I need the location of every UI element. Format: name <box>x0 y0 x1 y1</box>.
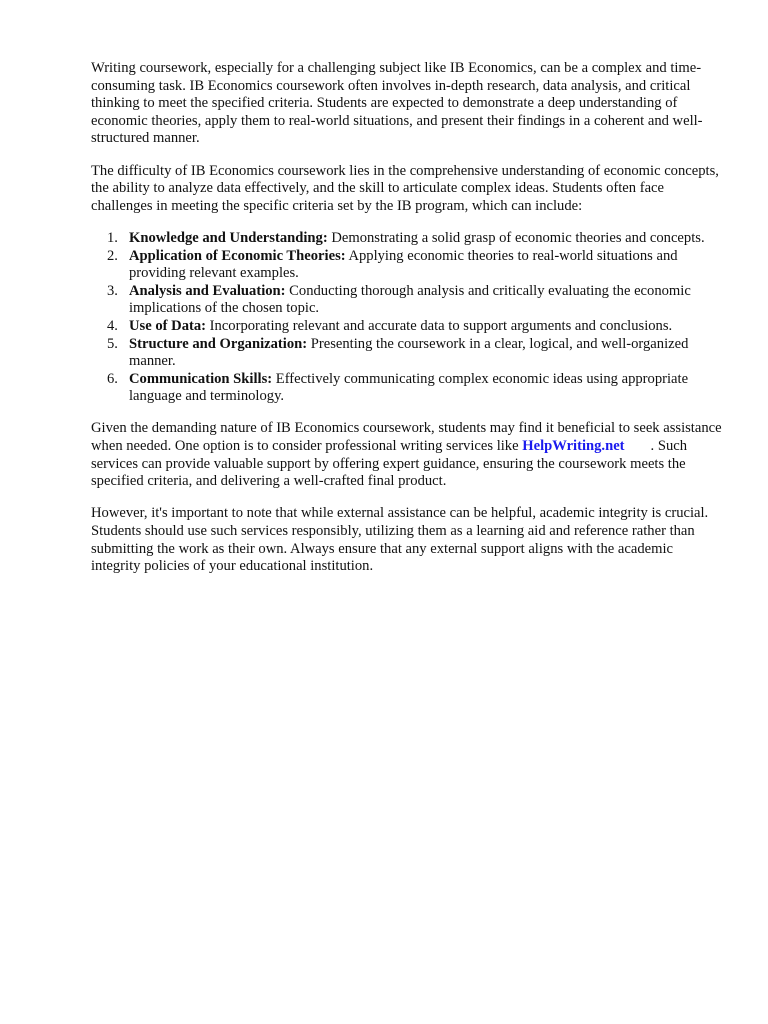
list-item-number: 6. <box>107 370 118 387</box>
list-item-description: Demonstrating a solid grasp of economic theories and concepts. <box>327 229 705 246</box>
document-page <box>91 60 723 590</box>
assistance-text-before-link: Given the demanding nature of IB Economics coursework, students may find it beneficial to seek assistance when needed. One option is to consider professional writing services like <box>91 420 722 455</box>
assistance-paragraph <box>91 420 723 490</box>
list-item-number: 5. <box>107 335 118 352</box>
list-item <box>107 370 723 406</box>
list-item-number: 3. <box>107 282 118 299</box>
list-item-description: Applying economic theories to real-world situations and providing relevant examples. <box>129 247 678 282</box>
integrity-paragraph: However, it's important to note that while external assistance can be helpful, academic integrity is crucial. Students should use such services responsibly, utilizing them as a learning aid and reference rather than submitting the work as their own. Always ensure that any external support aligns with the academic integrity policies of your educational institution. <box>91 505 709 575</box>
list-item-term: Use of Data: <box>129 317 207 334</box>
list-item-term: Application of Economic Theories: <box>129 247 346 264</box>
list-item-number: 2. <box>107 247 118 264</box>
list-item <box>107 335 723 371</box>
helpwriting-link[interactable]: HelpWriting.net <box>522 438 625 455</box>
list-item-number: 1. <box>107 229 118 246</box>
list-item-term: Analysis and Evaluation: <box>129 282 286 299</box>
criteria-list <box>91 230 723 406</box>
list-item <box>107 247 723 283</box>
list-item-description: Effectively communicating complex economic ideas using appropriate language and terminology. <box>129 370 689 405</box>
list-item-term: Communication Skills: <box>129 370 273 387</box>
list-item-number: 4. <box>107 317 118 334</box>
list-item-term: Structure and Organization: <box>129 335 308 352</box>
list-item-term: Knowledge and Understanding: <box>129 229 328 246</box>
intro-paragraph: Writing coursework, especially for a challenging subject like IB Economics, can be a complex and time-consuming task. IB Economics coursework often involves in-depth research, data analysis, and critical thinking to meet the specified criteria. Students are expected to demonstrate a deep understanding of economic theories, apply them to real-world situations, and present their findings in a coherent and well-structured manner. <box>91 60 703 147</box>
list-item-description: Incorporating relevant and accurate data to support arguments and conclusions. <box>206 317 673 334</box>
difficulty-paragraph: The difficulty of IB Economics coursework lies in the comprehensive understanding of economic concepts, the ability to analyze data effectively, and the skill to articulate complex ideas. Students often face challenges in meeting the specific criteria set by the IB program, which can include: <box>91 162 719 214</box>
assistance-text-after-link: . Such services can provide valuable support by offering expert guidance, ensuring the coursework meets the specified criteria, and delivering a well-crafted final product. <box>91 438 688 490</box>
list-item <box>107 282 723 318</box>
list-item <box>107 229 723 248</box>
list-item-description: Conducting thorough analysis and critically evaluating the economic implications of the chosen topic. <box>129 282 691 317</box>
list-item <box>107 317 723 336</box>
list-item-description: Presenting the coursework in a clear, logical, and well-organized manner. <box>129 335 689 370</box>
